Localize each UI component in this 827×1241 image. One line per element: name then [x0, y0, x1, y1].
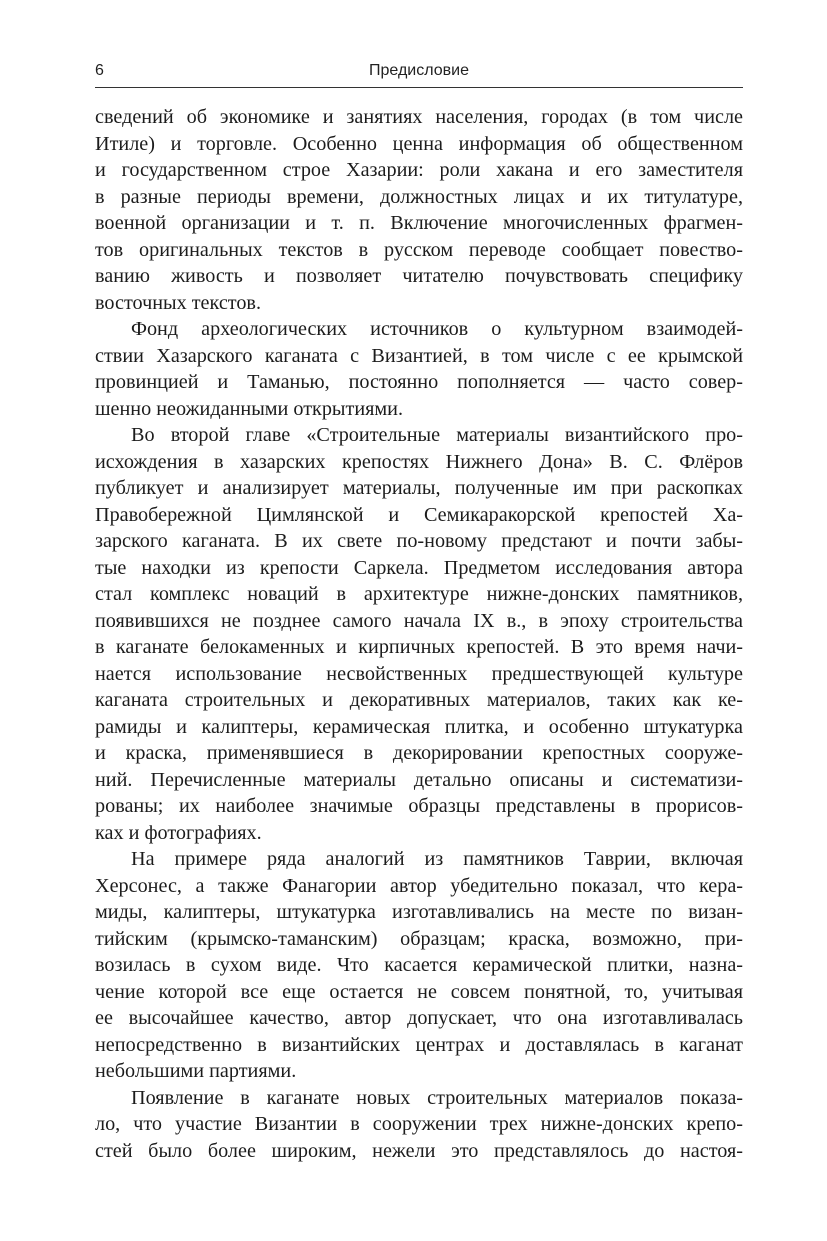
chapter-title: Предисловие	[369, 62, 469, 79]
text-line: чение которой все еще остается не совсем понятной, то, учитывая	[95, 980, 743, 1003]
text-line: и краска, применявшиеся в декорировании крепостных сооруже-	[95, 742, 743, 764]
text-line: тов оригинальных текстов в русском переводе сообщает повество-	[95, 238, 743, 261]
page-number: 6	[95, 62, 104, 79]
text-line: ванию живость и позволяет читателю почувствовать специфику	[95, 265, 743, 287]
text-line: исхождения в хазарских крепостях Нижнего Дона» В. С. Флёров	[95, 450, 743, 473]
text-line: тийским (крымско-таманским) образцам; краска, возможно, при-	[95, 927, 743, 950]
text-line: ее высочайшее качество, автор допускает, что она изготавливалась	[95, 1007, 743, 1029]
text-line: На примере ряда аналогий из памятников Таврии, включая	[131, 848, 743, 870]
text-line: стал комплекс новаций в архитектуре нижне-донских памятников,	[95, 583, 743, 605]
paragraph-3	[95, 422, 743, 846]
text-line: Фонд археологических источников о культурном взаимодей-	[131, 318, 743, 340]
text-line: публикует и анализирует материалы, полученные им при раскопках	[95, 477, 743, 499]
text-line: небольшими партиями.	[95, 1060, 297, 1082]
text-line: миды, калиптеры, штукатурка изготавливались на месте по визан-	[95, 901, 743, 923]
body-text	[95, 104, 743, 1164]
text-line: ках и фотографиях.	[95, 821, 262, 844]
text-line: рамиды и калиптеры, керамическая плитка, и особенно штукатурка	[95, 715, 743, 738]
paragraph-5	[95, 1085, 743, 1165]
text-line: восточных текстов.	[95, 291, 262, 314]
text-line: рованы; их наиболее значимые образцы представлены в прорисов-	[95, 795, 743, 817]
text-line: ний. Перечисленные материалы детально описаны и систематизи-	[95, 768, 743, 791]
text-line: ло, что участие Византии в сооружении трех нижне-донских крепо-	[95, 1113, 743, 1135]
text-line: и государственном строе Хазарии: роли хакана и его заместителя	[95, 159, 743, 181]
text-line: стей было более широким, нежели это представлялось до настоя-	[95, 1139, 743, 1162]
paragraph-4	[95, 846, 743, 1085]
text-line: тые находки из крепости Саркела. Предметом исследования автора	[95, 556, 743, 579]
text-line: провинцией и Таманью, постоянно пополняется — часто совер-	[95, 371, 743, 393]
text-line: появившихся не позднее самого начала IX в., в эпоху строительства	[95, 609, 743, 632]
text-line: Правобережной Цимлянской и Семикаракорской крепостей Ха-	[95, 503, 743, 526]
paragraph-2	[95, 316, 743, 422]
text-line: в разные периоды времени, должностных лицах и их титулатуре,	[95, 185, 743, 208]
text-line: Итиле) и торговле. Особенно ценна информация об общественном	[95, 132, 743, 155]
header-rule	[95, 87, 743, 88]
text-line: военной организации и т. п. Включение многочисленных фрагмен-	[95, 212, 743, 234]
text-line: Во второй главе «Строительные материалы византийского про-	[131, 424, 743, 446]
paragraph-1	[95, 104, 743, 316]
text-line: в каганате белокаменных и кирпичных крепостей. В это время начи-	[95, 636, 743, 658]
text-line: Появление в каганате новых строительных материалов показа-	[131, 1086, 743, 1109]
running-head	[95, 58, 743, 88]
text-line: ствии Хазарского каганата с Византией, в том числе с ее крымской	[95, 344, 743, 367]
text-line: зарского каганата. В их свете по-новому предстают и почти забы-	[95, 530, 743, 552]
text-line: Херсонес, а также Фанагории автор убедительно показал, что кера-	[95, 874, 743, 897]
text-line: шенно неожиданными открытиями.	[95, 397, 404, 420]
text-line: нается использование несвойственных предшествующей культуре	[95, 662, 743, 685]
text-line: непосредственно в византийских центрах и доставлялась в каганат	[95, 1033, 743, 1056]
text-line: каганата строительных и декоративных материалов, таких как ке-	[95, 689, 743, 711]
text-line: возилась в сухом виде. Что касается керамической плитки, назна-	[95, 954, 743, 976]
text-line: сведений об экономике и занятиях населения, городах (в том числе	[95, 106, 743, 128]
